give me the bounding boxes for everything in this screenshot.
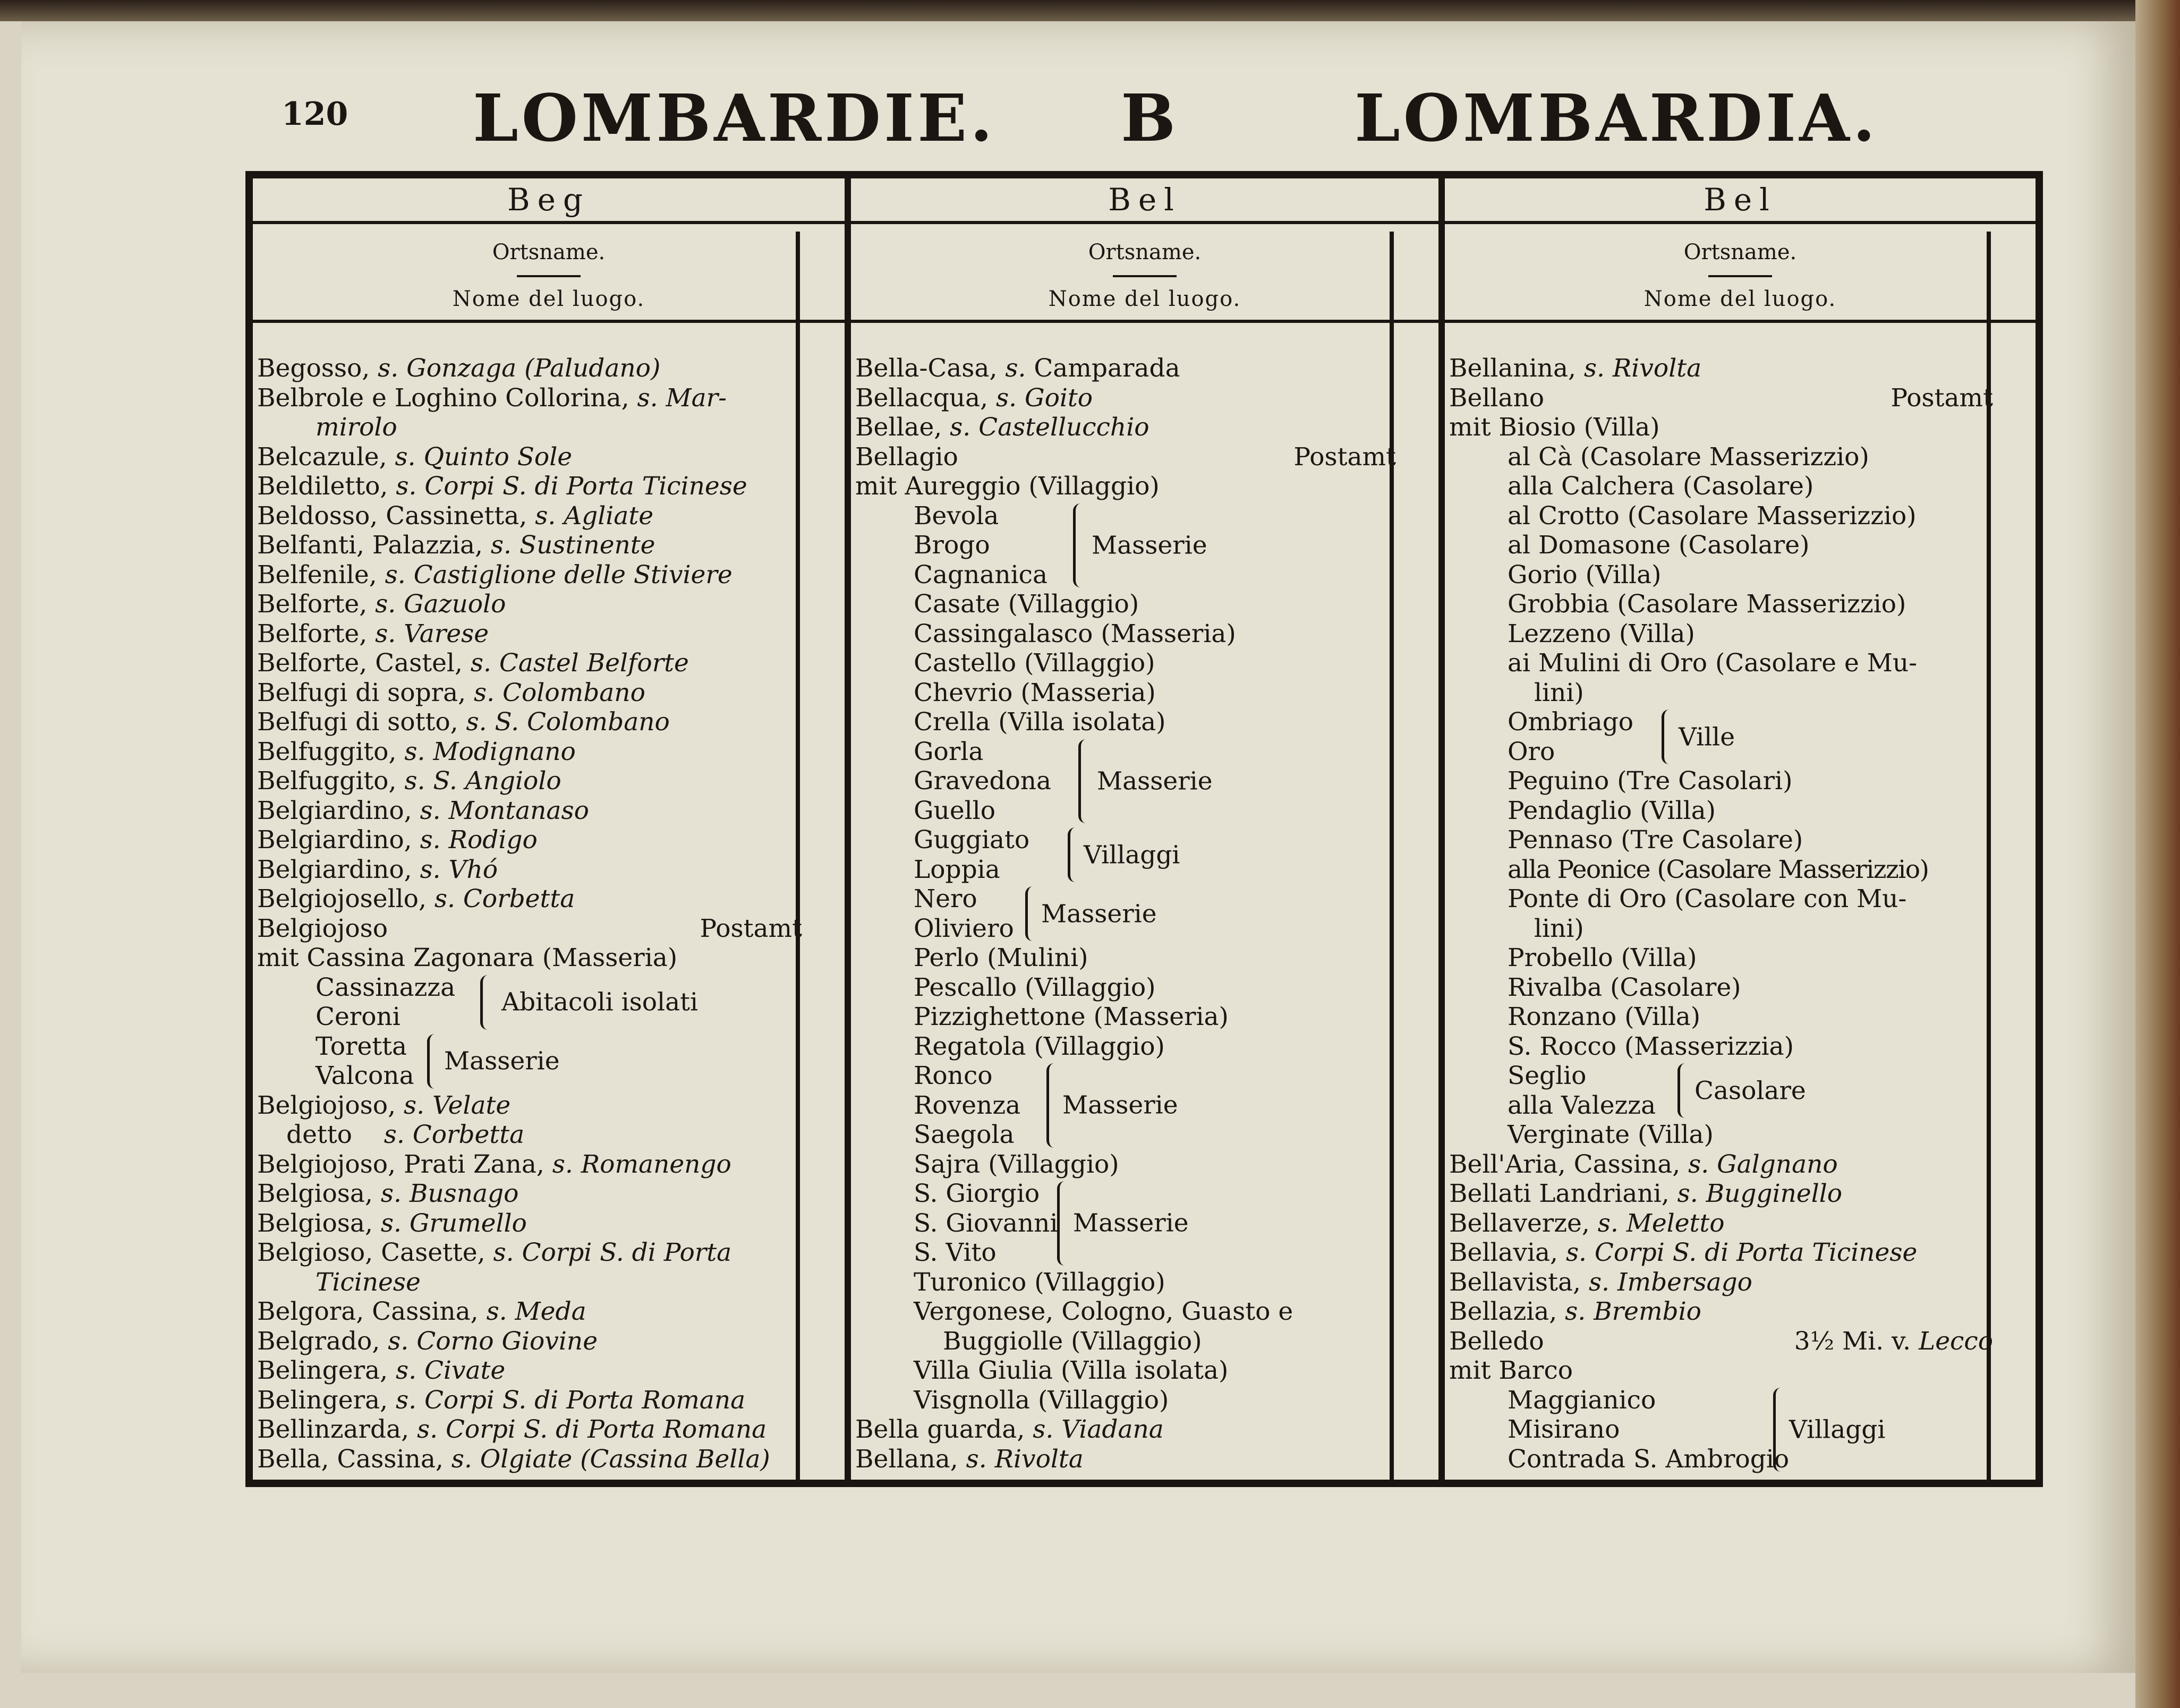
entry-text: Saegola (914, 1120, 1015, 1149)
entry-text: Belgioso, Casette, (257, 1238, 493, 1267)
entry: Rivalba (Casolare) (1508, 972, 1741, 1002)
entry-text: Guggiato (914, 825, 1030, 855)
entry-text: Masserie (1062, 1090, 1178, 1120)
entry: Castello (Villaggio) (914, 648, 1155, 678)
entry-distance (1449, 1327, 1998, 1356)
entry: Cassingalasco (Masseria) (914, 619, 1236, 648)
entry-text: Belgiojoso, Prati Zana, (257, 1149, 552, 1179)
entry-text: s. Quinto Sole (395, 442, 573, 472)
entry (257, 560, 807, 590)
entry (1449, 1150, 1998, 1180)
entry-text: Bella guarda, (855, 1415, 1033, 1444)
entry (257, 354, 807, 383)
entry (257, 472, 807, 501)
entries-list (1449, 354, 1998, 1474)
entry: Casate (Villaggio) (914, 590, 1139, 619)
entry (257, 707, 807, 737)
entry-text: Cassinazza (316, 972, 456, 1002)
entry-text: Belcazule, (257, 442, 395, 472)
entry-text: Casolare (1694, 1075, 1806, 1105)
entry: Verginate (Villa) (1508, 1120, 1714, 1149)
entry-text: s. Romanengo (552, 1149, 731, 1179)
entry: Villa Giulia (Villa isolata) (914, 1356, 1229, 1385)
top-edge (0, 0, 2180, 21)
brace (480, 975, 488, 1030)
bracket-group (855, 884, 1401, 943)
entry (257, 1238, 807, 1268)
entry-text: Seglio (1508, 1061, 1587, 1090)
entry-text: Belfuggito, (257, 737, 405, 766)
entry: alla Calchera (Casolare) (1508, 472, 1814, 501)
entry (257, 1386, 807, 1415)
entry-text: Beldiletto, (257, 472, 396, 501)
title-center: B (1121, 80, 1179, 156)
brace (1057, 1181, 1065, 1266)
entry-text: alla Valezza (1508, 1090, 1656, 1120)
table-frame (245, 171, 2043, 1487)
entry-text: Bellati Landriani, (1449, 1179, 1677, 1208)
entry-text: Bellagio (855, 442, 958, 472)
entry (257, 413, 807, 442)
entry: Turonico (Villaggio) (914, 1267, 1165, 1297)
entry-text: Belforte, Castel, (257, 648, 471, 678)
entry-text: s. Olgiate (Cassina Bella) (451, 1444, 770, 1474)
entry: alla Peonice (Casolare Masserizzio) (1508, 855, 1929, 884)
entry-text: Belledo (1449, 1326, 1544, 1356)
entry-text: Misirano (1508, 1415, 1620, 1444)
subhead-rule (1113, 275, 1177, 277)
entry-text: Rovenza (914, 1090, 1021, 1120)
entry (257, 737, 807, 767)
entry-text: Belforte, (257, 590, 376, 619)
entry-postamt (257, 914, 807, 944)
entry (1449, 1238, 1998, 1268)
entry-text: Bevola (914, 501, 999, 531)
title-right: LOMBARDIA. (1355, 80, 1879, 156)
entry-text: Begosso, (257, 354, 378, 383)
brace (1046, 1063, 1054, 1148)
column-1 (253, 178, 851, 1480)
entry-text: s. Agliate (535, 501, 654, 531)
entry (257, 678, 807, 708)
entry-text: s. Colombano (474, 678, 645, 707)
entry-text: Villaggi (1084, 840, 1180, 869)
entry-text: s. Gonzaga (Paludano) (378, 354, 661, 383)
entries-list (855, 354, 1401, 1474)
entry-text: s. Brembio (1565, 1297, 1701, 1326)
entry-text: s. Corpi S. di Porta Romana (416, 1415, 767, 1444)
entry-text: s. Meda (486, 1297, 586, 1326)
entry-text: mirolo (316, 413, 397, 442)
entry (257, 383, 807, 413)
bracket-group (1449, 707, 1998, 766)
entry-text: s. Modignano (404, 737, 576, 766)
entry-text: Belgiardino, (257, 855, 420, 884)
entry-text: Ville (1679, 722, 1735, 751)
column-head: Bel (1445, 178, 2036, 224)
entry: Gorio (Villa) (1508, 560, 1662, 590)
entry: Regatola (Villaggio) (914, 1031, 1165, 1061)
entry (855, 383, 1401, 413)
entry: mit Cassina Zagonara (Masseria) (257, 943, 678, 972)
entry-text: s. Viadana (1033, 1415, 1164, 1444)
entry-text: detto (286, 1120, 352, 1149)
entry-text: Lecco (1919, 1326, 1993, 1356)
entry-text: s. Gazuolo (375, 590, 506, 619)
entry-text: s. Corpi S. di Porta Ticinese (396, 472, 747, 501)
entry: Ronzano (Villa) (1508, 1002, 1701, 1031)
entry (257, 796, 807, 826)
entry-text: Bellae, (855, 413, 950, 442)
brace (427, 1034, 435, 1089)
entry (855, 1415, 1401, 1445)
entry: S. Rocco (Masserizzia) (1508, 1031, 1794, 1061)
entry: Crella (Villa isolata) (914, 707, 1166, 737)
entry-text: Belfenile, (257, 560, 385, 590)
entry-text: Ronco (914, 1061, 993, 1090)
entry-text: Belingera, (257, 1356, 396, 1385)
entry (257, 619, 807, 649)
entry-text: Belfanti, Palazzia, (257, 531, 491, 560)
brace (1662, 710, 1670, 764)
column-2 (851, 178, 1445, 1480)
brace (1073, 503, 1081, 588)
entry: Pennaso (Tre Casolare) (1508, 825, 1803, 855)
subhead-ortsname: Ortsname. (1088, 240, 1202, 264)
entry-text: s. Corbetta (434, 884, 575, 913)
entry-text: Nero (914, 884, 977, 913)
entry-text: Bellaverze, (1449, 1208, 1598, 1238)
entry-text: Postamt (1293, 442, 1396, 472)
entry-text: Ticinese (316, 1267, 421, 1297)
entry-text: Belbrole e Loghino Collorina, (257, 383, 637, 413)
bracket-group (855, 825, 1401, 884)
entry (257, 648, 807, 678)
entry-text: Bellano (1449, 383, 1545, 413)
page-edge (2135, 0, 2180, 1708)
entry-text: Belgiosa, (257, 1179, 381, 1208)
entry-text: s. Corbetta (384, 1120, 525, 1149)
entry-text: S. Vito (914, 1238, 997, 1267)
entry-text: s. Castellucchio (950, 413, 1149, 442)
subhead-nome: Nome del luogo. (1048, 287, 1241, 311)
entry (257, 825, 807, 855)
entry-text: Beldosso, Cassinetta, (257, 501, 535, 531)
entry (1449, 1209, 1998, 1239)
subhead-nome: Nome del luogo. (452, 287, 645, 311)
title-left: LOMBARDIE. (473, 80, 996, 156)
brace (1677, 1063, 1685, 1118)
entry-text: s. Corpi S. di Porta Romana (395, 1385, 746, 1415)
entry (257, 1179, 807, 1209)
bracket-group (855, 1179, 1401, 1268)
entry: mit Biosio (Villa) (1449, 413, 1660, 442)
entry: Sajra (Villaggio) (914, 1149, 1119, 1179)
entry-text: s. Rodigo (420, 825, 538, 855)
entry-text: Belfugi di sopra, (257, 678, 474, 707)
entry-text: Ombriago (1508, 707, 1634, 737)
entry-text: S. Giovanni (914, 1208, 1058, 1238)
entry-text: s. (1005, 354, 1026, 383)
entry-text: s. Goito (996, 383, 1093, 413)
entry-text: Abitacoli isolati (501, 987, 699, 1017)
entry-text: Oro (1508, 737, 1555, 766)
column-subhead (851, 224, 1438, 323)
entry-text: Maggianico (1508, 1385, 1656, 1415)
entry: ai Mulini di Oro (Casolare e Mu- (1508, 648, 1918, 678)
entry (257, 884, 807, 914)
entry-text: Villaggi (1789, 1415, 1886, 1444)
entries-list (257, 354, 807, 1474)
bracket-group (855, 1061, 1401, 1150)
subhead-rule (1708, 275, 1772, 277)
entry-text: Masserie (1097, 766, 1213, 796)
entry-text: s. S. Colombano (466, 707, 670, 737)
entry-text: s. Corno Giovine (388, 1326, 598, 1356)
subhead-rule (517, 275, 581, 277)
entry: Vergonese, Cologno, Guasto e (914, 1297, 1293, 1326)
column-head: Beg (253, 178, 845, 224)
entry (1449, 1297, 1998, 1327)
entry-text: Guello (914, 796, 995, 825)
entry-text: Bell'Aria, Cassina, (1449, 1149, 1689, 1179)
entry (855, 1445, 1401, 1474)
entry (257, 1415, 807, 1445)
entry-text: s. Imbersago (1588, 1267, 1752, 1297)
entry: al Crotto (Casolare Masserizzio) (1508, 501, 1917, 531)
entry: Lezzeno (Villa) (1508, 619, 1695, 648)
entry-text: s. Velate (403, 1090, 511, 1120)
entry (257, 1445, 807, 1474)
page-number: 120 (282, 96, 348, 133)
entry-text: Gravedona (914, 766, 1052, 796)
entry-text: Contrada S. Ambrogio (1508, 1444, 1790, 1474)
entry-text: Belgora, Cassina, (257, 1297, 487, 1326)
entry-text: 3½ Mi. v. (1794, 1326, 1919, 1356)
entry (257, 1356, 807, 1386)
entry-text: s. Bugginello (1677, 1179, 1843, 1208)
entry-text: s. Civate (395, 1356, 506, 1385)
entry (257, 1297, 807, 1327)
entry-text: Postamt (1891, 383, 1993, 413)
entry: Pizzighettone (Masseria) (914, 1002, 1229, 1031)
entry-text: s. Castel Belforte (470, 648, 689, 678)
entry (257, 1150, 807, 1180)
entry: Perlo (Mulini) (914, 943, 1088, 972)
entry (257, 1327, 807, 1356)
entry-text: Bellanina, (1449, 354, 1584, 383)
entry-text: Gorla (914, 737, 984, 766)
entry-text: Belgiojoso (257, 913, 388, 943)
entry-text: Belfuggito, (257, 766, 405, 796)
entry (257, 501, 807, 531)
entry-text: Bellavia, (1449, 1238, 1566, 1267)
bracket-group (855, 737, 1401, 826)
entry-text: s. Corpi S. di Porta Ticinese (1565, 1238, 1918, 1267)
entry-text: Bellacqua, (855, 383, 997, 413)
entry (257, 1268, 807, 1297)
entry-text: Cagnanica (914, 560, 1048, 590)
entry-text: s. Mar- (637, 383, 727, 413)
entry-text: s. Sustinente (490, 531, 655, 560)
entry-text: Ceroni (316, 1002, 401, 1031)
entry-postamt (1449, 383, 1998, 413)
entry-text: Belgiardino, (257, 796, 420, 825)
entry-text: s. Montanaso (420, 796, 589, 825)
entry (1449, 1179, 1998, 1209)
entry-text: s. Busnago (380, 1179, 519, 1208)
entry: Probello (Villa) (1508, 943, 1697, 972)
entry-text: Masserie (1041, 899, 1157, 928)
entry (257, 1209, 807, 1239)
entry: Chevrio (Masseria) (914, 678, 1156, 707)
subhead-nome: Nome del luogo. (1643, 287, 1837, 311)
entry-text: Bella, Cassina, (257, 1444, 452, 1474)
entry-text: Belgiojosello, (257, 884, 435, 913)
entry-text: Loppia (914, 855, 1000, 884)
entry: mit Aureggio (Villaggio) (855, 472, 1160, 501)
entry-text: s. Rivolta (1583, 354, 1702, 383)
bracket-group (1449, 1061, 1998, 1120)
bracket-group (1449, 1386, 1998, 1474)
column-subhead (253, 224, 845, 323)
entry: Peguino (Tre Casolari) (1508, 766, 1793, 796)
entry-text: Belfugi di sotto, (257, 707, 466, 737)
bracket-group (257, 1032, 807, 1091)
column-3 (1445, 178, 2036, 1480)
entry-text: Bella-Casa, (855, 354, 1006, 383)
entry (257, 442, 807, 472)
entry: Visgnolla (Villaggio) (914, 1385, 1169, 1415)
entry: Buggiolle (Villaggio) (943, 1326, 1202, 1356)
entry: Grobbia (Casolare Masserizzio) (1508, 590, 1906, 619)
entry-text: Valcona (316, 1061, 414, 1090)
entry-text: Bellazia, (1449, 1297, 1565, 1326)
entry-text: Masserie (1073, 1208, 1189, 1238)
entry-text: Belgiojoso, (257, 1090, 404, 1120)
entry-text: s. Corpi S. di Porta (493, 1238, 732, 1267)
subhead-ortsname: Ortsname. (492, 240, 606, 264)
entry: al Cà (Casolare Masserizzio) (1508, 442, 1869, 472)
entry (257, 1120, 807, 1150)
entry: Pendaglio (Villa) (1508, 796, 1716, 825)
brace (1068, 827, 1076, 882)
entry-text: Bellinzarda, (257, 1415, 417, 1444)
entry (257, 590, 807, 619)
entry (1449, 354, 1998, 383)
entry (1449, 1268, 1998, 1297)
entry: mit Barco (1449, 1356, 1573, 1385)
entry (257, 531, 807, 560)
entry-text: s. S. Angiolo (404, 766, 561, 796)
entry-text: Belgrado, (257, 1326, 388, 1356)
entry-text: s. Rivolta (966, 1444, 1084, 1474)
column-subhead (1445, 224, 2036, 323)
entry: Ponte di Oro (Casolare con Mu- (1508, 884, 1907, 913)
entry-text: s. Galgnano (1688, 1149, 1838, 1179)
entry (257, 1091, 807, 1121)
entry-text: Belingera, (257, 1385, 396, 1415)
entry: al Domasone (Casolare) (1508, 531, 1810, 560)
entry (855, 413, 1401, 442)
entry-text: Camparada (1026, 354, 1180, 383)
brace (1078, 739, 1086, 824)
entry-text: s. Castiglione delle Stiviere (385, 560, 733, 590)
entry-text: Postamt (700, 913, 802, 943)
entry: Pescallo (Villaggio) (914, 972, 1156, 1002)
entry-text: s. Meletto (1597, 1208, 1725, 1238)
entry-text: Belgiosa, (257, 1208, 381, 1238)
entry-text: Brogo (914, 531, 990, 560)
entry-text: s. Varese (375, 619, 489, 648)
entry: lini) (1534, 678, 1584, 707)
entry (257, 766, 807, 796)
brace (1025, 886, 1033, 941)
entry-text: Masserie (444, 1046, 560, 1076)
bracket-group (257, 973, 807, 1032)
entry-postamt (855, 442, 1401, 472)
column-head: Bel (851, 178, 1438, 224)
entry-text: Oliviero (914, 913, 1014, 943)
entry: lini) (1534, 913, 1584, 943)
entry-text: s. Vhó (420, 855, 498, 884)
entry (855, 354, 1401, 383)
entry-text: s. Grumello (380, 1208, 527, 1238)
bracket-group (855, 501, 1401, 590)
subhead-ortsname: Ortsname. (1683, 240, 1797, 264)
brace (1773, 1388, 1781, 1472)
entry-text: S. Giorgio (914, 1179, 1040, 1208)
entry-text: Belgiardino, (257, 825, 420, 855)
entry-text: Masserie (1092, 531, 1207, 560)
entry-text: Bellana, (855, 1444, 966, 1474)
entry-text: Bellavista, (1449, 1267, 1589, 1297)
entry-text: Belforte, (257, 619, 376, 648)
entry-text: Toretta (316, 1031, 407, 1061)
entry (257, 855, 807, 885)
